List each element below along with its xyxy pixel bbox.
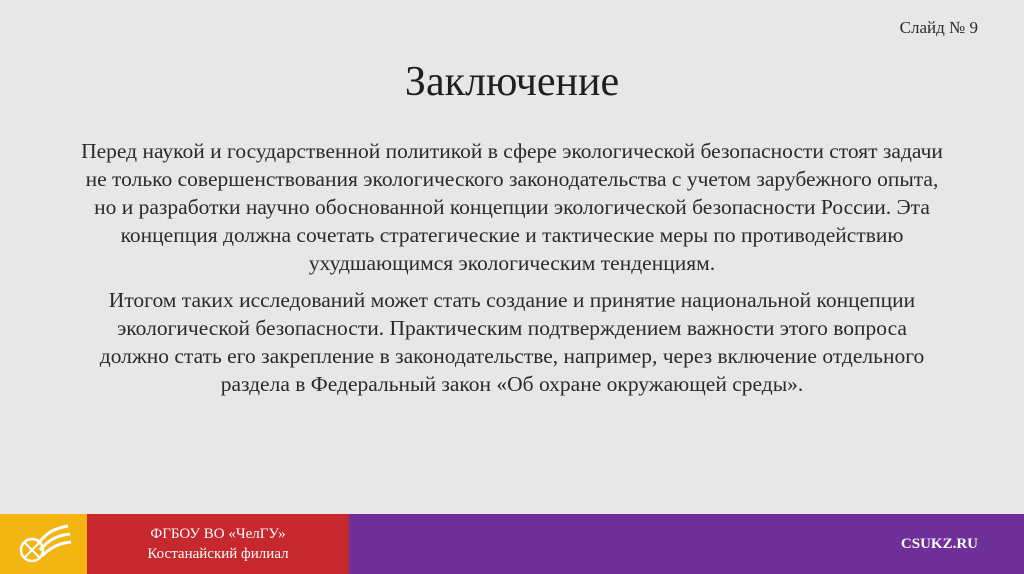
footer-organization — [87, 514, 349, 574]
paragraph-2: Итогом таких исследований может стать создание и принятие национальной концепции экологической безопасности. Практическим подтверждением важности этого вопроса должно стать его закрепление в законодательстве, например, через включение отдельного раздела в Федеральный закон «Об охране окружающей среды». — [99, 288, 925, 396]
slide-number: Слайд № 9 — [899, 18, 978, 37]
footer-org-line2: Костанайский филиал — [147, 546, 289, 562]
slide-title: Заключение — [404, 59, 620, 105]
footer-site-link[interactable]: CSUKZ.RU — [900, 535, 978, 552]
university-logo-icon — [16, 522, 72, 566]
footer-site — [349, 514, 1024, 574]
footer-bar — [0, 514, 1024, 574]
paragraph-1: Перед наукой и государственной политикой в сфере экологической безопасности стоят задачи не только совершенствования экологического законодательства с учетом зарубежного опыта, но и разработки научно обоснованной концепции экологической безопасности России. Эта концепция должна сочетать стратегические и тактические меры по противодействию ухудшающимся экологическим тенденциям. — [81, 139, 943, 275]
footer-org-line1: ФГБОУ ВО «ЧелГУ» — [150, 526, 286, 542]
footer-logo-block — [0, 514, 87, 574]
slide-body — [80, 137, 944, 407]
